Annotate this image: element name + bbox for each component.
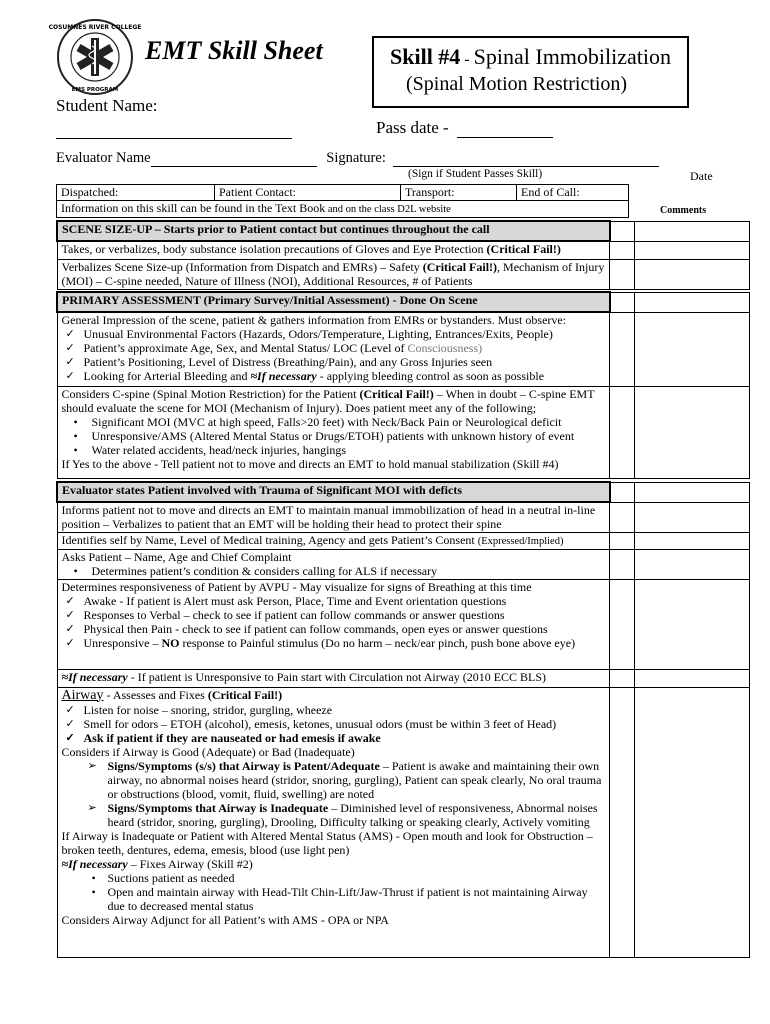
patent-heading: Signs/Symptoms (s/s) that Airway is Patent/Adequate	[107, 758, 380, 773]
cspine-row	[57, 386, 610, 478]
trauma-header: Evaluator states Patient involved with Trauma of Significant MOI with deficts	[57, 482, 610, 502]
check-cell[interactable]	[610, 386, 634, 478]
check-cell[interactable]	[610, 482, 634, 502]
airway-fix-list	[62, 871, 606, 913]
item-text: Unresponsive –	[83, 635, 162, 650]
trauma-table	[56, 481, 750, 958]
skill-subtitle: (Spinal Motion Restriction)	[406, 73, 628, 95]
list-item	[62, 636, 606, 650]
gi-intro: General Impression of the scene, patient & gathers information from EMRs or bystanders. Must observe:	[61, 313, 567, 327]
end-of-call-cell[interactable]: End of Call:	[517, 185, 629, 201]
check-cell[interactable]	[610, 241, 634, 259]
scene-row-sizeup	[57, 259, 610, 289]
list-item: • Unresponsive/AMS (Altered Mental Status or Drugs/ETOH) patients with unknown history of event	[62, 429, 606, 443]
general-impression-row	[57, 312, 610, 386]
immobilization-row: Informs patient not to move and directs an EMT to maintain manual immobilization of head in a neutral in-line position – Verbalizes to patient that an EMT will be holding their head to protect their spine	[57, 502, 610, 532]
list-item: ✓ Awake - If patient is Alert must ask Person, Place, Time and Event orientation questions	[62, 594, 606, 608]
list-item	[62, 369, 606, 383]
student-name-label: Student Name:	[56, 96, 158, 115]
chief-complaint-row	[57, 549, 610, 579]
cspine-list	[62, 415, 606, 457]
info-small: and on the class D2L website	[325, 204, 451, 215]
item-text: - applying bleeding control as soon as possible	[316, 369, 545, 383]
page-title: EMT Skill Sheet	[145, 36, 323, 65]
list-item: ✓ Patient’s Positioning, Level of Distress (Breathing/Pain), and any Gross Injuries seen	[62, 355, 606, 369]
list-item	[62, 759, 606, 801]
gi-list	[62, 327, 606, 383]
list-item: ✓ Smell for odors – ETOH (alcohol), emesis, ketones, unusual odors (must be within 3 feet of Head)	[62, 717, 606, 731]
inadequate-heading: Signs/Symptoms that Airway is Inadequate	[107, 800, 329, 815]
row-text: Takes, or verbalizes, body substance isolation precautions of Gloves and Eye Protection	[61, 242, 487, 256]
info-cell	[57, 201, 629, 218]
scene-header: SCENE SIZE-UP – Starts prior to Patient contact but continues throughout the call	[57, 221, 610, 241]
comment-cell[interactable]	[634, 532, 749, 549]
item-text: – Patient is awake and maintaining their own airway, no abnormal noises heard (stridor, snoring, gurgling), Patient can speak clearly, No oral trauma or obstructions (blood, vomit, fluid, swelling) are noted	[107, 758, 602, 801]
date-label: Date	[690, 169, 713, 183]
primary-header: PRIMARY ASSESSMENT (Primary Survey/Initial Assessment) - Done On Scene	[57, 292, 610, 312]
row-text-2: , Mechanism of Injury (MOI) – C-spine needed, Nature of Illness (NOI), Additional Resources, # of Patients	[61, 259, 605, 288]
student-name-field[interactable]	[56, 116, 292, 139]
evaluator-label: Evaluator Name	[56, 150, 151, 166]
list-item	[62, 801, 606, 829]
row-text: Asks Patient – Name, Age and Chief Complaint	[61, 549, 292, 564]
if-necessary: ≈If necessary	[61, 856, 128, 871]
circulation-first-row	[57, 669, 610, 687]
row-text: - Assesses and Fixes	[103, 687, 208, 702]
airway-row	[57, 687, 610, 957]
comment-cell[interactable]	[634, 241, 749, 259]
check-cell[interactable]	[610, 312, 634, 386]
comment-cell[interactable]	[634, 687, 749, 957]
check-cell[interactable]	[610, 259, 634, 289]
pass-date-field[interactable]	[457, 121, 553, 138]
row-text: - If patient is Unresponsive to Pain start with Circulation not Airway (2010 ECC BLS)	[127, 669, 547, 684]
list-item: • Significant MOI (MVC at high speed, Falls>20 feet) with Neck/Back Pain or Neurological deficit	[62, 415, 606, 429]
comment-cell[interactable]	[634, 579, 749, 669]
evaluator-block	[56, 150, 659, 167]
item-text: Patient’s approximate Age, Sex, and Mental Status/ LOC (Level of	[83, 341, 408, 355]
college-logo	[48, 18, 142, 96]
logo-text-top: COSUMNES RIVER COLLEGE	[48, 24, 142, 31]
student-name-block	[56, 96, 292, 139]
scene-row-bsi	[57, 241, 610, 259]
list-item: ✓ Responses to Verbal – check to see if patient can follow commands or answer questions	[62, 608, 606, 622]
list-item: • Suctions patient as needed	[62, 871, 606, 885]
skill-heading	[390, 44, 671, 70]
avpu-row	[57, 579, 610, 669]
skill-number: Skill #4	[390, 44, 461, 69]
if-necessary: ≈If necessary	[61, 669, 128, 684]
avpu-list	[62, 594, 606, 650]
row-text-2: – When in doubt – C-spine EMT should evaluate the scene for MOI (Mechanism of Injury). Does patient meet any of the following;	[61, 386, 595, 415]
patient-contact-cell[interactable]: Patient Contact:	[215, 185, 401, 201]
row-text: Verbalizes Scene Size-up (Information from Dispatch and EMRs) – Safety	[61, 259, 423, 274]
logo-text-bottom: EMS PROGRAM	[71, 87, 119, 93]
comment-cell[interactable]	[634, 312, 749, 386]
comments-label: Comments	[660, 205, 707, 216]
check-cell[interactable]	[610, 532, 634, 549]
list-item: • Open and maintain airway with Head-Tilt Chin-Lift/Jaw-Thrust if patient is not maintaining Airway due to decreased mental status	[62, 885, 606, 913]
item-text: – Fixes Airway (Skill #2)	[127, 856, 253, 871]
list-item: ✓ Listen for noise – snoring, stridor, gurgling, wheeze	[62, 703, 606, 717]
critical-fail: (Critical Fail!)	[422, 259, 498, 274]
comment-cell[interactable]	[634, 386, 749, 478]
identify-self-row	[57, 532, 610, 549]
check-cell[interactable]	[610, 502, 634, 532]
airway-ams: If Airway is Inadequate or Patient with Altered Mental Status (AMS) - Open mouth and look for Obstruction – broken teeth, dentures, edema, emesis, blood (use light pen)	[61, 828, 593, 857]
skill-box	[372, 36, 689, 108]
list-item: • Water related accidents, head/neck injuries, hangings	[62, 443, 606, 457]
airway-fix	[62, 857, 606, 871]
comment-cell[interactable]	[634, 221, 749, 241]
scene-table	[56, 220, 750, 290]
pass-date-block	[376, 118, 553, 138]
item-text: response to Painful stimulus (Do no harm – neck/ear pinch, push bone above eye)	[179, 635, 576, 650]
cspine-tail: If Yes to the above - Tell patient not to move and directs an EMT to hold manual stabilization (Skill #4)	[61, 456, 559, 471]
complaint-list	[62, 564, 606, 578]
list-item: • Determines patient’s condition & considers calling for ALS if necessary	[62, 564, 606, 578]
consent-note: (Expressed/Implied)	[477, 535, 564, 547]
airway-list	[62, 703, 606, 745]
signature-label: Signature:	[326, 150, 386, 166]
consciousness-text: Consciousness)	[407, 341, 483, 355]
signature-field[interactable]	[393, 152, 659, 167]
comment-cell[interactable]	[634, 502, 749, 532]
transport-cell[interactable]: Transport:	[401, 185, 517, 201]
check-cell[interactable]	[610, 687, 634, 957]
list-item: ✓ Ask if patient if they are nauseated or had emesis if awake	[62, 731, 606, 745]
comment-cell[interactable]	[634, 669, 749, 687]
check-cell[interactable]	[610, 549, 634, 579]
check-cell[interactable]	[610, 579, 634, 669]
airway-considers: Considers if Airway is Good (Adequate) or Bad (Inadequate)	[61, 744, 355, 759]
no-text: NO	[161, 635, 180, 650]
comment-cell[interactable]	[634, 259, 749, 289]
critical-fail: (Critical Fail!)	[486, 242, 561, 256]
pass-date-label: Pass date -	[376, 118, 449, 137]
airway-title: Airway	[61, 687, 104, 703]
check-cell[interactable]	[610, 292, 634, 312]
evaluator-name-field[interactable]	[151, 152, 317, 167]
comment-cell[interactable]	[634, 549, 749, 579]
info-main: Information on this skill can be found in the Text Book	[61, 201, 326, 215]
cspine-intro	[62, 387, 606, 415]
airway-adjunct: Considers Airway Adjunct for all Patient’s with AMS - OPA or NPA	[61, 912, 389, 927]
row-text: Considers C-spine (Spinal Motion Restriction) for the Patient	[61, 386, 360, 401]
row-text: Identifies self by Name, Level of Medical training, Agency and gets Patient’s Consent	[61, 532, 478, 547]
dispatched-cell[interactable]: Dispatched:	[57, 185, 215, 201]
if-necessary: ≈If necessary	[250, 369, 317, 383]
skill-separator: -	[460, 51, 474, 68]
check-cell[interactable]	[610, 221, 634, 241]
check-cell[interactable]	[610, 669, 634, 687]
critical-fail: (Critical Fail!)	[359, 386, 434, 401]
item-text: – Diminished level of responsiveness, Abnormal noises heard (stridor, snoring, gurgling), Drooling, Difficulty talking or speaking clearly, Actively vomiting	[107, 800, 598, 829]
critical-fail: (Critical Fail!)	[207, 687, 283, 702]
item-text: Looking for Arterial Bleeding and	[83, 369, 251, 383]
list-item: ✓ Physical then Pain - check to see if patient can follow commands, open eyes or answer questions	[62, 622, 606, 636]
airway-signs-list	[62, 759, 606, 829]
times-table	[56, 184, 629, 218]
list-item	[62, 341, 606, 355]
sign-note: (Sign if Student Passes Skill)	[408, 168, 543, 180]
comment-cell[interactable]	[634, 482, 749, 502]
comment-cell[interactable]	[634, 292, 749, 312]
list-item: ✓ Unusual Environmental Factors (Hazards, Odors/Temperature, Lighting, Entrances/Exits, People)	[62, 327, 606, 341]
primary-table	[56, 291, 750, 479]
skill-name: Spinal Immobilization	[473, 44, 672, 69]
row-text: Determines responsiveness of Patient by AVPU - May visualize for signs of Breathing at this time	[61, 579, 532, 594]
airway-heading	[62, 688, 606, 703]
